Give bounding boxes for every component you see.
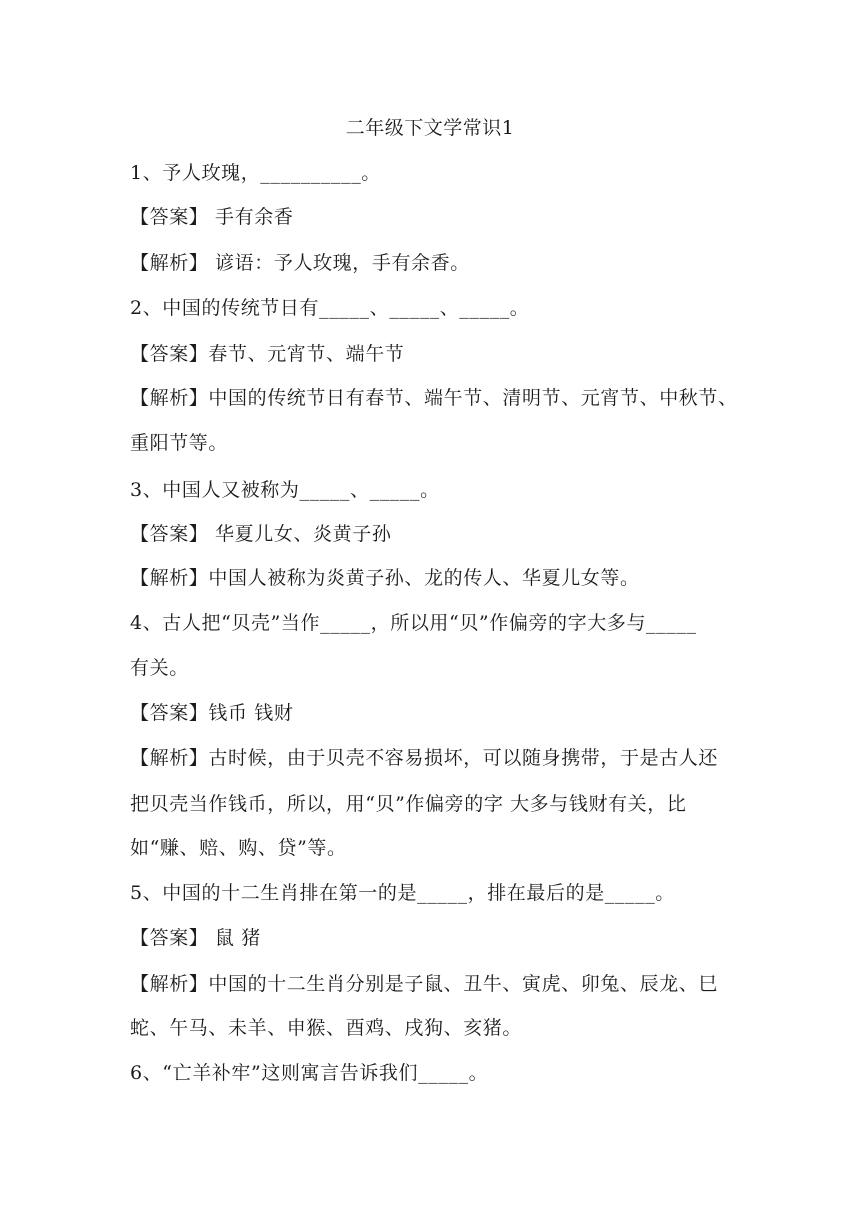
answer-4: 【答案】钱币 钱财 — [130, 702, 294, 724]
document-title: 二年级下文学常识1 — [345, 117, 515, 139]
question-4-line-1: 4、古人把“贝壳”当作_____，所以用“贝”作偏旁的字大多与_____ — [130, 612, 697, 634]
analysis-5-line-2: 蛇、午马、未羊、申猴、酉鸡、戌狗、亥猪。 — [130, 1017, 523, 1039]
question-1: 1、予人玫瑰，__________。 — [130, 162, 381, 184]
analysis-4-line-1: 【解析】古时候，由于贝壳不容易损坏，可以随身携带，于是古人还 — [130, 747, 719, 769]
question-3: 3、中国人又被称为_____、_____。 — [130, 479, 440, 501]
question-4-line-2: 有关。 — [130, 657, 189, 679]
question-2: 2、中国的传统节日有_____、_____、_____。 — [130, 297, 530, 319]
answer-2: 【答案】春节、元宵节、端午节 — [130, 343, 405, 365]
analysis-2-line-1: 【解析】中国的传统节日有春节、端午节、清明节、元宵节、中秋节、 — [130, 387, 738, 409]
question-6: 6、“亡羊补牢”这则寓言告诉我们_____。 — [130, 1062, 489, 1084]
analysis-2-line-2: 重阳节等。 — [130, 432, 229, 454]
answer-3: 【答案】 华夏儿女、炎黄子孙 — [130, 523, 392, 545]
analysis-1: 【解析】 谚语：予人玫瑰，手有余香。 — [130, 252, 470, 274]
answer-1: 【答案】 手有余香 — [130, 206, 294, 228]
answer-5: 【答案】 鼠 猪 — [130, 927, 261, 949]
analysis-4-line-3: 如“赚、赔、购、贷”等。 — [130, 837, 347, 859]
analysis-3: 【解析】中国人被称为炎黄子孙、龙的传人、华夏儿女等。 — [130, 567, 640, 589]
question-5: 5、中国的十二生肖排在第一的是_____，排在最后的是_____。 — [130, 882, 675, 904]
analysis-4-line-2: 把贝壳当作钱币，所以，用“贝”作偏旁的字 大多与钱财有关，比 — [130, 793, 687, 815]
analysis-5-line-1: 【解析】中国的十二生肖分别是子鼠、丑牛、寅虎、卯兔、辰龙、巳 — [130, 973, 719, 995]
